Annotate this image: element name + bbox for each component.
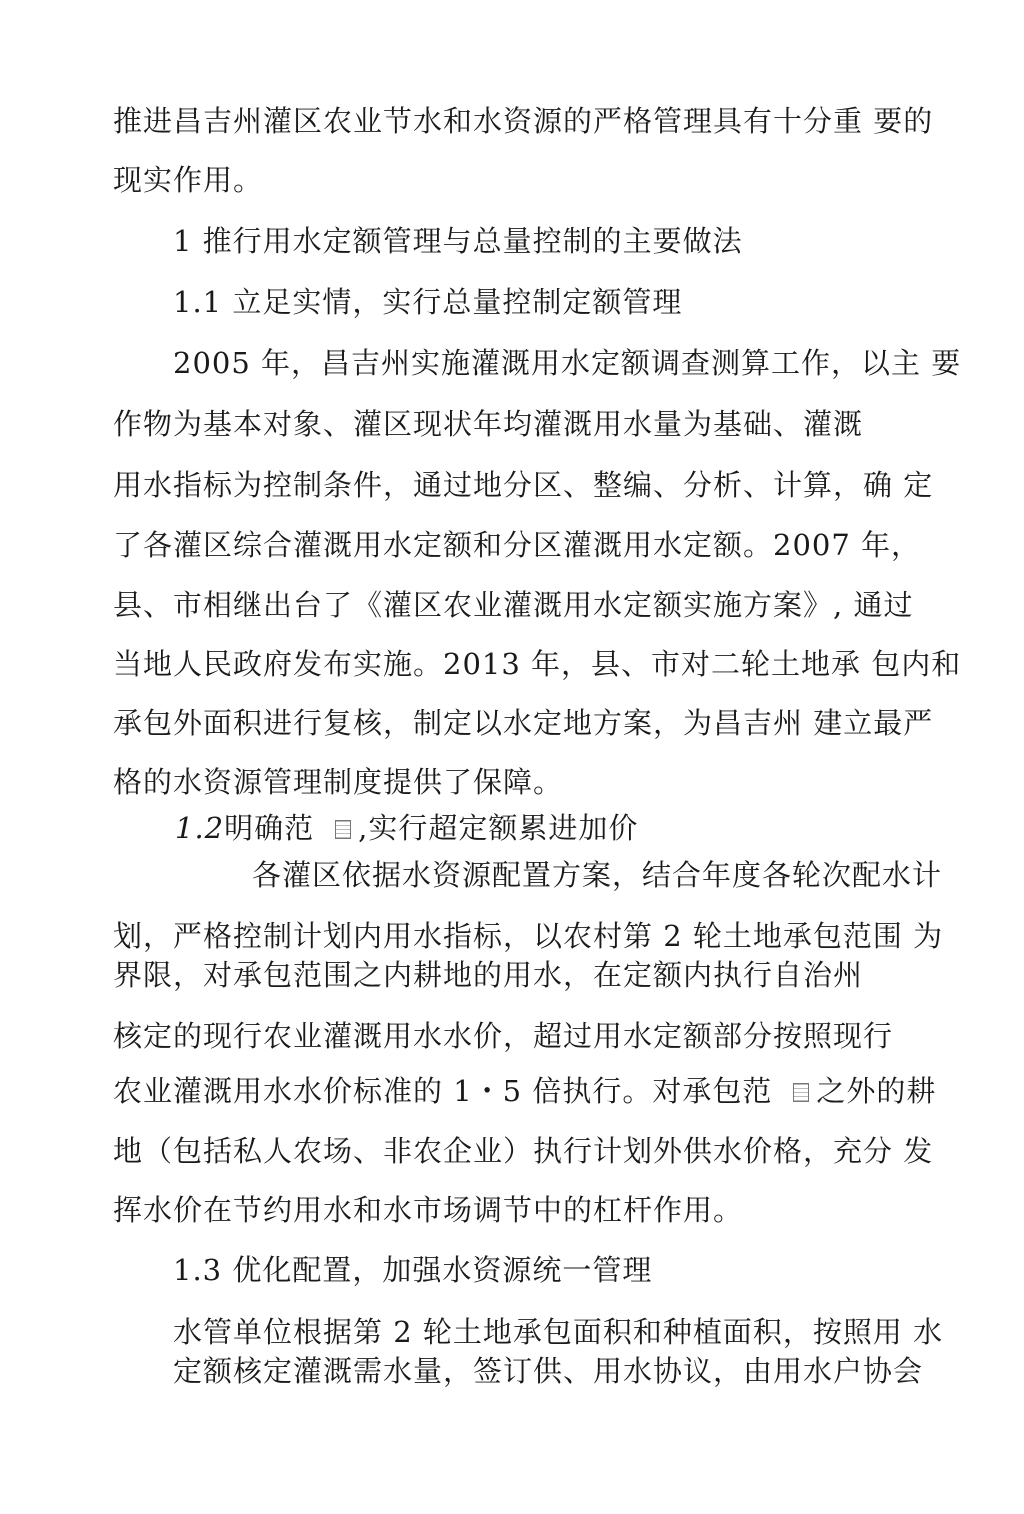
price-text-a: 农业灌溉用水水价标准的 1・5 倍执行。对承包范 <box>113 1074 773 1108</box>
body-line: 用水指标为控制条件，通过地分区、整编、分析、计算，确 定 <box>113 468 934 502</box>
body-line: 各灌区依据水资源配置方案，结合年度各轮次配水计 <box>252 858 943 892</box>
body-line: 格的水资源管理制度提供了保障。 <box>113 765 564 799</box>
body-line: 定额核定灌溉需水量，签订供、用水协议，由用水户协会 <box>173 1354 924 1388</box>
body-line: 县、市相继出台了《灌区农业灌溉用水定额实施方案》, 通过 <box>113 588 914 622</box>
section-heading-1-1: 1.1 立足实情，实行总量控制定额管理 <box>173 285 683 319</box>
price-text-b: 之外的耕 <box>816 1074 937 1108</box>
body-line: 地（包括私人农场、非农企业）执行计划外供水价格，充分 发 <box>113 1134 934 1168</box>
heading-text-b: ,实行超定额累进加价 <box>358 811 639 845</box>
body-line: 现实作用。 <box>113 163 264 197</box>
body-line: 作物为基本对象、灌区现状年均灌溉用水量为基础、灌溉 <box>113 407 864 441</box>
body-line-price <box>113 1073 936 1109</box>
body-line: 承包外面积进行复核，制定以水定地方案，为昌吉州 建立最严 <box>113 706 934 740</box>
body-line: 挥水价在节约用水和水市场调节中的杠杆作用。 <box>113 1193 744 1227</box>
body-line: 水管单位根据第 2 轮土地承包面积和种植面积，按照用 水 <box>173 1315 944 1349</box>
body-line: 2005 年，昌吉州实施灌溉用水定额调查测算工作，以主 要 <box>173 346 962 380</box>
missing-glyph-icon <box>332 817 354 841</box>
body-line: 核定的现行农业灌溉用水水价，超过用水定额部分按照现行 <box>113 1019 894 1053</box>
missing-glyph-icon <box>790 1080 812 1104</box>
section-heading-1-2 <box>175 810 638 846</box>
body-line: 了各灌区综合灌溉用水定额和分区灌溉用水定额。2007 年， <box>113 528 922 562</box>
body-line: 当地人民政府发布实施。2013 年，县、市对二轮土地承 包内和 <box>113 647 962 681</box>
body-line: 推进昌吉州灌区农业节水和水资源的严格管理具有十分重 要的 <box>113 104 934 138</box>
heading-text-a: 明确范 <box>224 811 315 845</box>
body-line: 界限，对承包范围之内耕地的用水，在定额内执行自治州 <box>113 958 864 992</box>
section-heading-1-3: 1.3 优化配置，加强水资源统一管理 <box>173 1253 653 1287</box>
body-line: 划，严格控制计划内用水指标，以农村第 2 轮土地承包范围 为 <box>113 919 944 953</box>
section-heading-1: 1 推行用水定额管理与总量控制的主要做法 <box>173 224 743 258</box>
heading-number: 1.2 <box>175 811 225 845</box>
